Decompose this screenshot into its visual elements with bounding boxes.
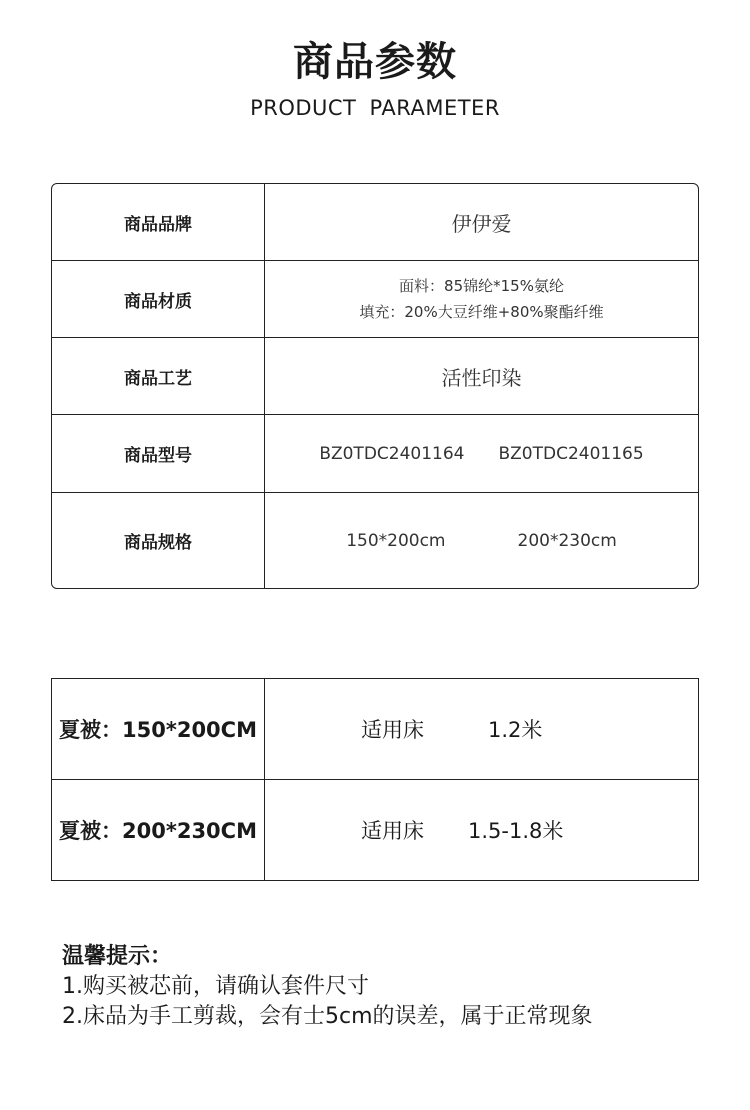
brand-value: 伊伊爱	[265, 184, 698, 261]
table-row	[52, 780, 699, 881]
size-label: 夏被：150*200CM	[52, 679, 265, 780]
model-value	[265, 415, 698, 493]
model-value-2: BZ0TDC2401165	[498, 443, 644, 464]
bed-label: 适用床	[361, 819, 424, 843]
size-bed-cell	[265, 780, 699, 881]
spec-value-2: 200*230cm	[517, 530, 617, 551]
tips-section	[62, 942, 593, 1032]
craft-value: 活性印染	[265, 338, 698, 415]
tips-heading: 温馨提示：	[62, 944, 173, 969]
size-label: 夏被：200*230CM	[52, 780, 265, 881]
tips-line-2: 2.床品为手工剪裁，会有士5cm的误差，属于正常现象	[62, 1004, 593, 1029]
bed-label: 适用床	[361, 718, 424, 742]
page-title: 商品参数	[293, 39, 457, 85]
spec-value	[265, 493, 698, 588]
size-table	[51, 678, 699, 881]
table-row	[52, 493, 698, 588]
model-label: 商品型号	[52, 415, 265, 493]
parameter-table	[51, 183, 699, 589]
craft-label: 商品工艺	[52, 338, 265, 415]
brand-label: 商品品牌	[52, 184, 265, 261]
spec-value-1: 150*200cm	[346, 530, 446, 551]
material-label: 商品材质	[52, 261, 265, 338]
material-filling: 填充：20%大豆纤维+80%聚酯纤维	[359, 303, 604, 321]
model-value-1: BZ0TDC2401164	[319, 443, 465, 464]
table-row	[52, 415, 698, 493]
page-subtitle: PRODUCT PARAMETER	[250, 96, 500, 120]
table-row	[52, 679, 699, 780]
tips-line-1: 1.购买被芯前，请确认套件尺寸	[62, 974, 369, 999]
spec-label: 商品规格	[52, 493, 265, 588]
bed-value: 1.2米	[488, 718, 543, 742]
material-fabric: 面料：85锦纶*15%氨纶	[399, 277, 564, 295]
table-row	[52, 261, 698, 338]
size-bed-cell	[265, 679, 699, 780]
table-row	[52, 184, 698, 261]
bed-value: 1.5-1.8米	[468, 819, 564, 843]
material-value	[265, 261, 698, 338]
table-row	[52, 338, 698, 415]
